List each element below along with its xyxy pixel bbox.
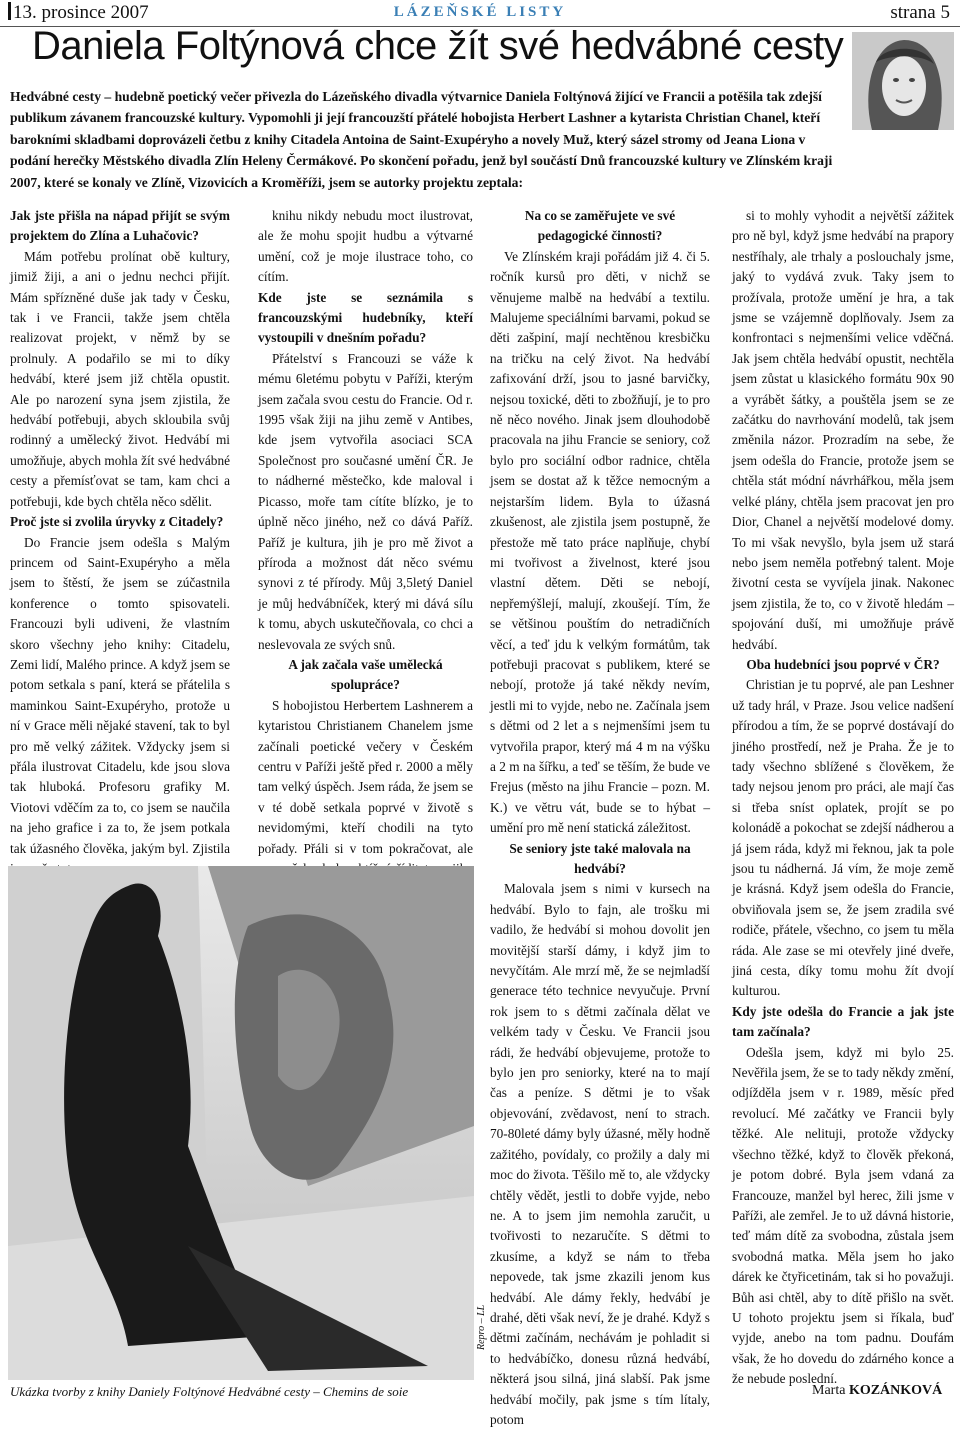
author-last-name: KOZÁNKOVÁ [848,1383,943,1398]
interview-answer: Ve Zlínském kraji pořádám již 4. či 5. ročník kursů pro děti, v nichž se věnujeme malbě na hedvábí a textilu. Malujeme speciálními barvami, pokud se děti zašpiní, mají nechtěnou kresbičku na tričku na celý život. Na hedvábí zafixování drží, jsou to jasné barvičky, nejsou toxické, děti to zbožňují, je to pro ně něco nového. Jinak jsem dlouhodobě pracovala na jihu Francie se seniory, což bylo pro sociální odbor radnice, chtěla jsem se dostat až k těžce nemocným a nejstarším lidem. Byla to úžasná zkušenost, ale zjistila jsem postupně, že přestože mě tato práce naplňuje, chybí mi tvořivost a živelnost, které jsou vlastní dětem. Děti se nebojí, nepřemýšlejí, malují, zkoušejí. Tím, že se většinou pouštím do netradičních věcí, a teď jdu k velkým formátům, tak potřebuji pracovat s publikem, které se nebojí, protože já také někdy nevím, jestli mi to vyjde, nebo ne. Začínala jsem s dětmi od 2 let a s nejmenšími jsem tu vytvořila prapor, který má 4 m na výšku a 2 m na šířku, a teď se těším, že bude ve Frejus (město na jihu Francie – pozn. M. K.) ve větru vát, bude se to hýbat – umění pro mě není statická záležitost. [490,248,710,836]
interview-answer: Malovala jsem s nimi v kursech na hedvábí. Bylo to fajn, ale trošku mi vadilo, že hedvábí si mohou dovolit jen movitější starší dámy, i když jim to nevyčítám. Ale mrzí mě, že se nejmladší generace této technice nevyučuje. První rok jsem to s dětmi začínala dělat ve velkém tady v Česku. Ve Francii jsou rádi, že hedvábí objevujeme, protože to bylo jen pro seniorky, které na to mají čas a peníze. S dětmi je to však objevování, zvědavost, není to strach. 70-80leté dámy byly úžasné, měly hodně zažitého, povídaly, co prožily a daly mi moc do života. Těšilo mě to, ale vždycky chtěly vědět, jestli to dobře vyjde, nebo ne. A to jsem jim nemohla zaručit, u tvořivosti to nezaručíte. S dětmi to zkusíme, a když se nám to třeba nepovede, tak jsme zkazili jenom kus hedvábí. Ale dámy řekly, hedvábí je drahé, děti však neví, že je drahé. Když s dětmi začínám, nechávám je pohladit si to hedvábíčko, donesu různá hedvábí, některá jsou silná, jiná slabší. Pak jsme hedvábí močily, pak jsme s tím lítaly, potom [490,881,710,1427]
interview-question: Oba hudebníci jsou poprvé v ČR? [746,656,940,672]
photo-credit: Repro – LL [476,1304,487,1350]
column-4 [732,206,954,1390]
interview-answer: Mám potřebu prolínat obě kultury, jimiž žiji, a ani o jednu nechci přijít. Mám spřízněné duše jak tady v Česku, tak i ve Francii, takže jsem chtěla realizovat projekt, v němž by se prolnuly. A podařilo se mi to díky hedvábí, které jsem již chtěla opustit. Ale po narození syna jsem zjistila, že hedvábí potřebuji, abych skloubila svůj rodinný a umělecký život. Hedvábí mi umožňuje, abych mohla žít své hedvábné cesty a přemísťovat se tam, kam chci a potřebuji, kde bych chtěla něco sdělit. [10,248,230,509]
interview-question: Proč jste si zvolila úryvky z Citadely? [10,514,224,530]
interview-answer: knihu nikdy nebudu moct ilustrovat, ale že mohu spojit hudbu a výtvarné umění, což je moje ilustrace toho, co cítím. [258,208,473,285]
interview-question: A jak začala vaše umělecká spolupráce? [288,656,443,693]
photo-caption: Ukázka tvorby z knihy Daniely Foltýnové Hedvábné cesty – Chemins de soie [10,1384,409,1399]
silk-artwork-photo [8,866,474,1380]
interview-question: Na co se zaměřujete ve své pedagogické činnosti? [524,208,676,244]
interview-answer: Přátelství s Francouzi se váže k mému 6letému pobytu v Paříži, kterým jsem začala svou cestu do Francie. Od r. 1995 však žiji na jihu země v Antibes, kde jsem vytvořila asociaci SCA Společnost pro současné umění ČR. Je to nádherné městečko, kde maloval i Picasso, moře tam cítíte blízko, je to úplně něco jiného, než co dává Paříž. Paříž je kultura, jih je pro mě život a příroda a možnost dát něco svému synovi z té přírody. Můj 3,5letý Daniel je můj hedvábníček, který mi dává sílu k tomu, abych uskutečňovala, co chci a neslevovala ze svých snů. [258,350,473,652]
interview-answer: Do Francie jsem odešla s Malým princem od Saint-Exupéryho a měla jsem to štěstí, že jsem se zúčastnila konference o tomto spisovateli. Francouzi byli udiveni, že vlastním skoro všechny jeho knihy: Citadelu, Zemi lidí, Malého prince. A když jsem se potom setkala s paní, která se přátelila s maminkou Saint-Exupéryho, protože u ní v Grace měli nějaké stavení, tak to byl pro mě velký zážitek. Vždycky jsem si přála ilustrovat Citadelu, kde jsou slova tak hluboká. Profesoru grafiky M. Viotovi vděčím za to, co jsem se naučila na jeho grafice i za to, že jsem potkala tak úžasného člověka, jakým byl. Zjistila [10,534,230,856]
column-1 [10,206,230,879]
interview-question: Kde jste se seznámila s francouzskými hudebníky, kteří vystoupili v dnešním pořadu? [258,289,473,346]
interview-answer: si to mohly vyhodit a největší zážitek pro ně byl, když jsme hedvábí na prapory nestříhaly, ale trhaly a poslouchaly jsme, jaký to vydává zvuk. Taky jsem to prožívala, protože umění je hra, a tak jsme se vzájemně doplňovaly. Jsem za konfrontaci s nejmenšími velice vděčná. Jak jsem chtěla hedvábí opustit, nechtěla jsem zůstat u klasického formátu 90x 90 a vyrábět šátky, a pouštěla jsem se ze začátku do navrhování modelů, tak jsem změnila názor. Prozradím na sebe, že jsem odešla do Francie, protože jsem se chtěla stát módní návrhářkou, měla jsem velké plány, chtěla jsem pracovat jen pro Dior, Chanel a největší modelové domy. To mi však nevyšlo, byla jsem už stará nebo jsem neměla potřebný talent. Moje životní cesta se vyvíjela jinak. Nakonec jsem zjistila, že to, co v životě hledám – spojování duší, mi umožňuje právě hedvábí. [732,208,954,652]
date-text: 13. prosince 2007 [13,2,149,23]
interview-answer: Odešla jsem, když mi bylo 25. Nevěřila jsem, že se to tady někdy změní, odjížděla jsem v r. 1989, měsíc před revolucí. Mé začátky ve Francii byly těžké. Ale nelituji, protože vždycky všechno těžké, když to člověk překoná, je potom dobré. Byla jsem vdaná za Francouze, manžel byl herec, žili jsme v Paříži, ale zemřel. Je to už dávná historie, teď mám dítě za svobodna, zůstala jsem svobodná matka. Měla jsem ho jako dárek ke čtyřicetinám, tak si ho považuji. Bůh asi chtěl, aby to dítě přišlo na svět. U tohoto projektu jsem si říkala, buď vyjde, anebo na tom padnu. Doufám však, že ho dovedu do zdárného konce a že nebude poslední. [732,1044,954,1387]
interview-question: Kdy jste odešla do Francie a jak jste tam začínala? [732,1003,954,1040]
photo-image [8,866,474,1380]
interview-answer: Christian je tu poprvé, ale pan Leshner už tady hrál, v Praze. Jsou velice nadšení přírodou a tím, že se poprvé dostávají do jiného prostředí, než je Praha. Že je to tady všechno sblížené s člověkem, že tady nejsou jenom pro práci, ale mají čas si třeba sníst oplatek, projít se po kolonádě a pokochat se zdejší nádherou a já jsem ráda, když mi řeknou, jak ta pole jsou tu nádherná. Já vím, že moje země je krásná. Když jsem odešla do Francie, obviňovala jsem se, že jsem zradila své rodiče, přátele, všechno, co jsem tu měla ráda. Ale zase se mi otevřely jiné dveře, jiná cesta, díky tomu mohu žít dvojí kulturou. [732,677,954,999]
article-lede: Hedvábné cesty – hudebně poetický večer přivezla do Lázeňského divadla výtvarnice Daniela Foltýnová žijící ve Francii a potěšila tak zdejší publikum závanem francouzské kultury. Vypomohli ji její francouzští přátelé hobojista Herbert Lashner a kytarista Christian Chanel, kteří barokními skladbami doprovázeli četbu z knihy Citadela Antoina de Saint-Exupéryho a novely Muž, který sázel stromy od Jeana Liona v podání herečky Městského divadla Zlín Heleny Čermákové. Po skončení pořadu, jenž byl součástí Dnů francouzské kultury ve Zlínském kraji 2007, které se konaly ve Zlíně, Vizovicích a Kroměříži, jsem se autorky projektu zeptala: [10,89,833,190]
page-number: strana 5 [890,2,950,23]
interview-answer: S hobojistou Herbertem Lashnerem a kytaristou Christianem Chanelem jsme začínali poetické večery v Českém centru v Paříži ještě před r. 2000 a měly tam velký úspěch. Jsem ráda, že jsem se v té době setkala poprvé v životě s nevidomými, kteří chodili na tyto pořady. Přáli si v tom pokračovat, ale [258,697,473,856]
article-title: Daniela Foltýnová chce žít své hedvábné cesty [32,24,844,68]
author-first-name: Marta [812,1383,846,1398]
page-header [0,0,960,27]
column-3 [490,206,710,1430]
interview-question: Jak jste přišla na nápad přijít se svým projektem do Zlína a Luhačovic? [10,208,230,244]
interview-question: Se seniory jste také malovala na hedvábí? [509,840,691,876]
author-portrait [852,32,954,130]
column-2 [258,206,473,900]
masthead: LÁZEŇSKÉ LISTY [393,4,567,20]
author-byline [812,1383,942,1399]
portrait-image [852,32,954,130]
